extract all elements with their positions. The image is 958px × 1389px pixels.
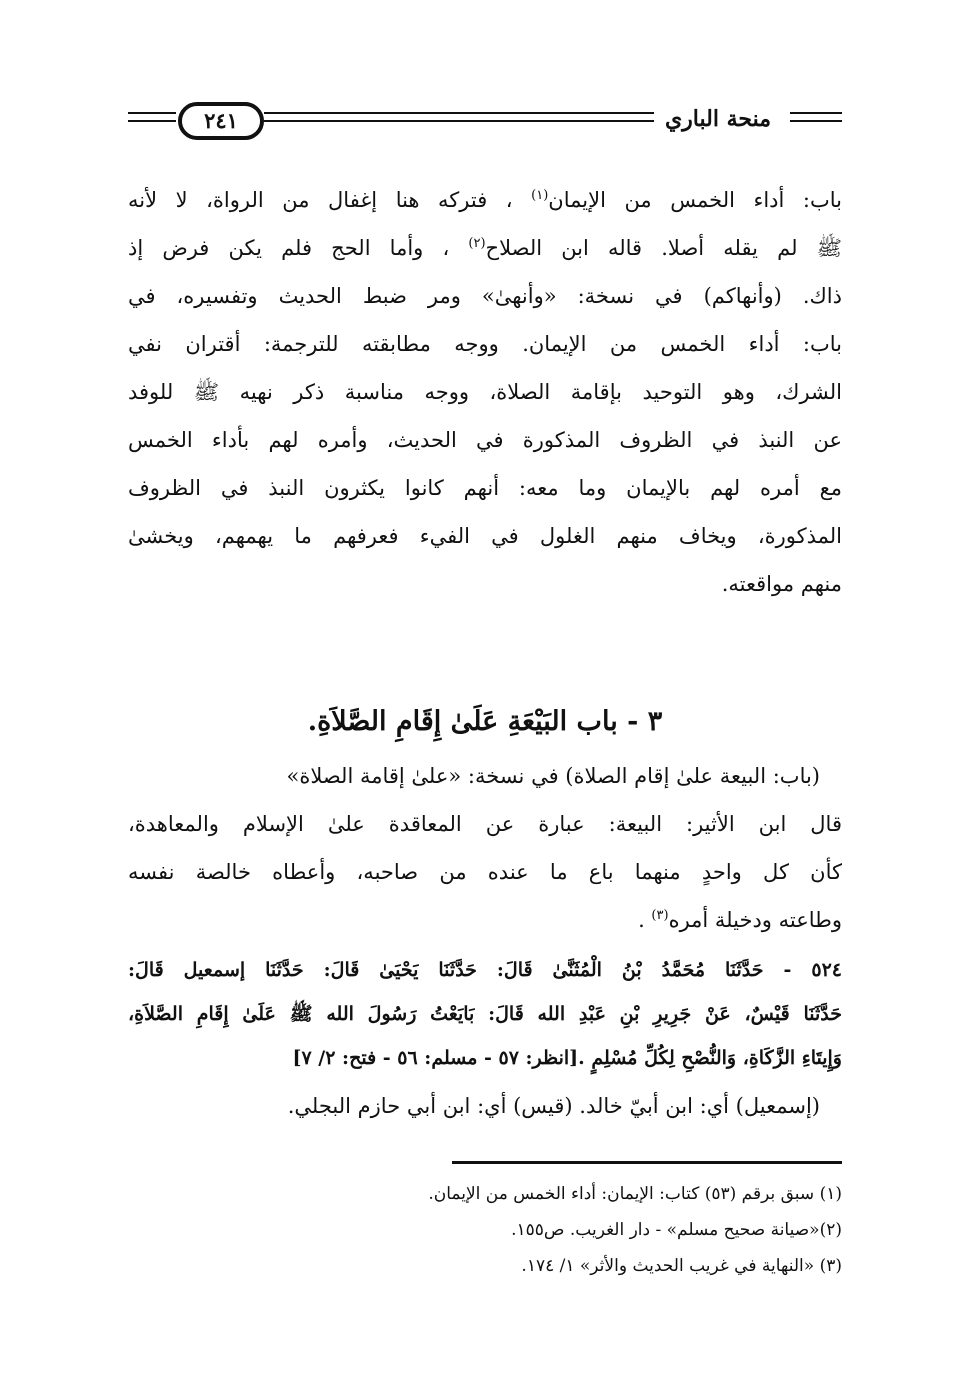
paragraph-commentary-2 [128, 752, 842, 944]
header-rule-right-top [790, 112, 842, 114]
text-line: (باب: البيعة علىٰ إقام الصلاة) في نسخة: «علىٰ إقامة الصلاة» [286, 764, 820, 788]
footnote-ref-1: (١) [531, 188, 549, 203]
text-line: ذاك. (وأنهاكم) في نسخة: «وأنهىٰ» ومر ضبط الحديث وتفسيره، في [128, 284, 842, 308]
header-rule-middle-bottom [264, 120, 654, 122]
text-line: باب: أداء الخمس من الإيمان. ووجه مطابقته للترجمة: أقتران نفي [128, 332, 842, 356]
text-line: المذكورة، ويخاف منهم الغلول في الفيء فعرفهم ما يهمهم، ويخشىٰ [128, 524, 842, 548]
paragraph-commentary-1 [128, 176, 842, 608]
text-line: وَإِيتَاءِ الزَّكَاةِ، وَالنُّصْحِ لِكُلِّ مُسْلِمٍ .[انظر: ٥٧ - مسلم: ٥٦ - فتح: ٢/ ٧] [292, 1047, 842, 1069]
text-line: حَدَّثَنَا قَيْسٌ، عَنْ جَرِيرِ بْنِ عَبْدِ الله قَالَ: بَايَعْتُ رَسُولَ الله ﷺ عَلَىٰ إِقَامِ الصَّلاَةِ، [128, 1003, 842, 1025]
text-line: كأن كل واحدٍ منهما باع ما عنده من صاحبه، وأعطاه خالصة نفسه [128, 860, 842, 884]
text-line: قال ابن الأثير: البيعة: عبارة عن المعاقدة علىٰ الإسلام والمعاهدة، [128, 812, 842, 836]
footnote-item: (٣) «النهاية في غريب الحديث والأثر» ١/ ١٧٤. [521, 1256, 842, 1276]
page-number: ٢٤١ [178, 102, 264, 140]
text-line: باب: أداء الخمس من الإيمان$^{(١)}$ ، فتركه هنا إغفال من الرواة، لا لأنه [128, 188, 842, 212]
header-rule-middle-top [264, 112, 654, 114]
text-line: (إسمعيل) أي: ابن أبيّ خالد. (قيس) أي: ابن أبي حازم البجلي. [287, 1094, 820, 1118]
text-line: الشرك، وهو التوحيد بإقامة الصلاة، ووجه مناسبة ذكر نهيه ﷺ للوفد [128, 380, 842, 404]
text-line: وطاعته ودخيلة أمره$^{(٣)}$ . [638, 908, 842, 932]
footnote-item: (٢)«صيانة صحيح مسلم» - دار الغريب. ص١٥٥. [511, 1220, 842, 1240]
paragraph-commentary-3 [128, 1082, 842, 1130]
header-rule-left-bottom [128, 120, 176, 122]
text-line: منهم مواقعته. [721, 572, 842, 596]
footnote-item: (١) سبق برقم (٥٣) كتاب: الإيمان: أداء الخمس من الإيمان. [428, 1184, 842, 1204]
footnotes [128, 1176, 842, 1284]
page-header [128, 92, 842, 140]
text-line: ﷺ لم يقله أصلا. قاله ابن الصلاح$^{(٢)}$ ، وأما الحج فلم يكن فرض إذ [128, 236, 842, 260]
header-rule-left-top [128, 112, 176, 114]
book-title: منحة الباري [664, 106, 772, 132]
text-line: مع أمره لهم بالإيمان وما معه: أنهم كانوا يكثرون النبذ في الظروف [128, 476, 842, 500]
hadith-text [128, 948, 842, 1080]
footnote-divider [452, 1161, 842, 1164]
header-rule-right-bottom [790, 120, 842, 122]
footnote-ref-3: (٣) [651, 908, 669, 923]
text-line: ٥٢٤ - حَدَّثَنَا مُحَمَّدُ بْنُ الْمُثَنَّىٰ قَالَ: حَدَّثَنَا يَحْيَىٰ قَالَ: حَدَّثَنَا إسمعيل قَالَ: [128, 959, 842, 981]
text-line: عن النبذ في الظروف المذكورة في الحديث، وأمره لهم بأداء الخمس [128, 428, 842, 452]
section-heading: ٣ - باب البَيْعَةِ عَلَىٰ إِقَامِ الصَّلاَةِ. [307, 706, 663, 737]
footnote-ref-2: (٢) [468, 236, 486, 251]
